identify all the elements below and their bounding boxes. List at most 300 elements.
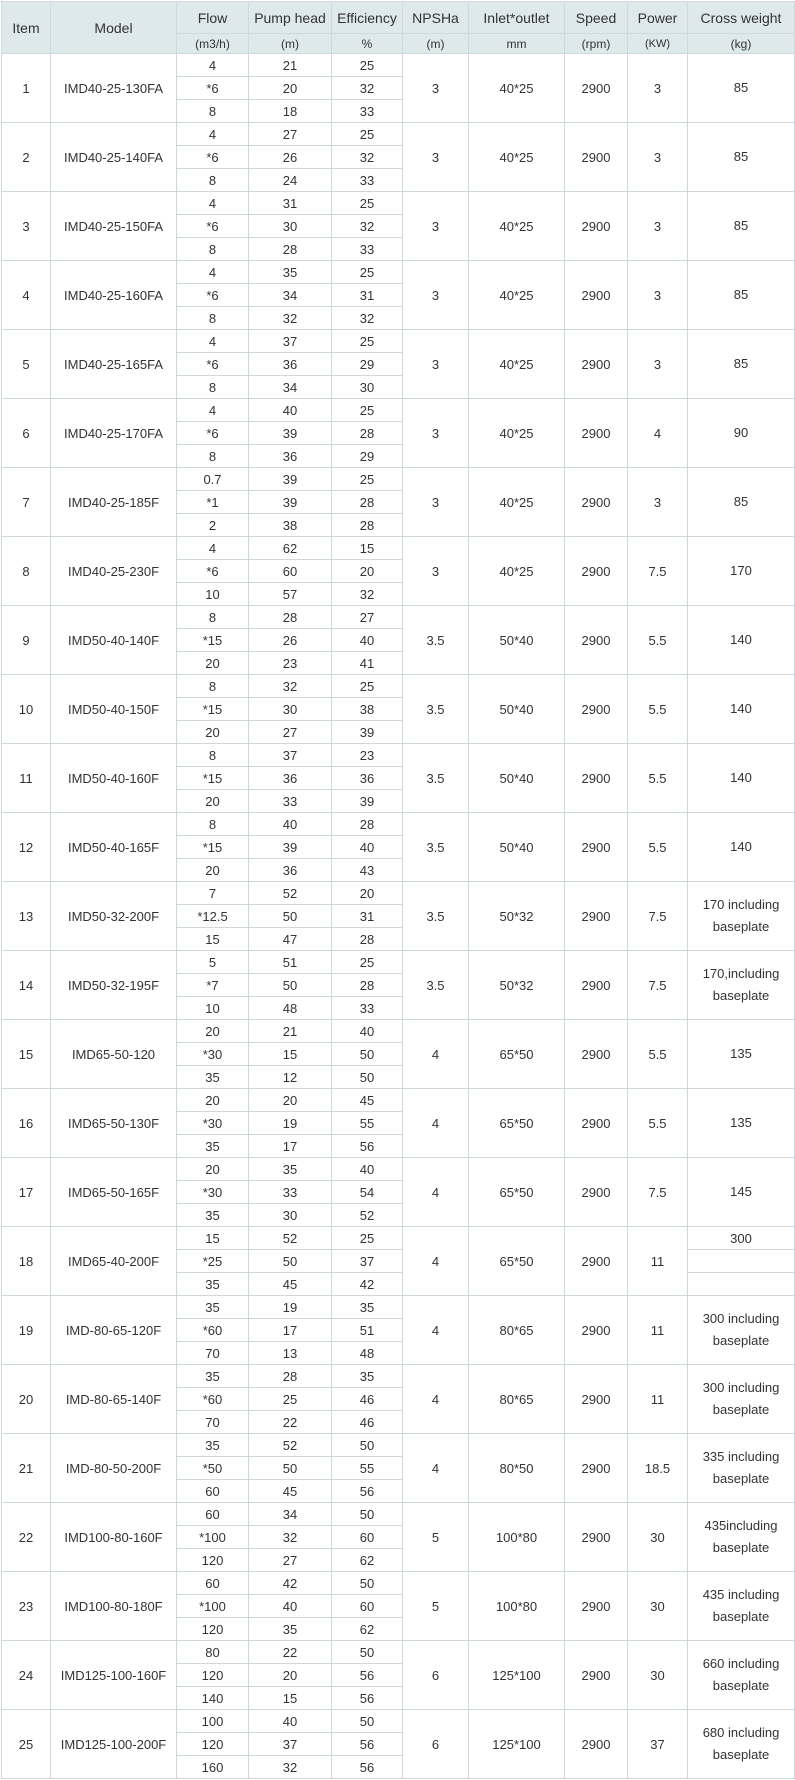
npsha-cell: 3.5 (403, 606, 469, 675)
table-row (2, 1158, 795, 1181)
model-cell: IMD40-25-230F (51, 537, 177, 606)
speed-cell: 2900 (565, 1296, 628, 1365)
efficiency-cell: 25 (332, 330, 403, 353)
speed-cell: 2900 (565, 1434, 628, 1503)
flow-cell: 4 (177, 123, 249, 146)
efficiency-cell: 32 (332, 215, 403, 238)
header-power-label: Power (637, 9, 678, 26)
head-cell: 37 (249, 330, 332, 353)
flow-cell: *15 (177, 767, 249, 790)
model-cell: IMD-80-50-200F (51, 1434, 177, 1503)
inlet-outlet-cell: 40*25 (469, 54, 565, 123)
weight-cell: 435 including baseplate (688, 1572, 795, 1641)
npsha-cell: 3.5 (403, 882, 469, 951)
npsha-cell: 4 (403, 1089, 469, 1158)
inlet-outlet-cell: 50*32 (469, 882, 565, 951)
flow-cell: 120 (177, 1664, 249, 1687)
flow-cell: 60 (177, 1503, 249, 1526)
npsha-cell: 3 (403, 399, 469, 468)
flow-cell: *6 (177, 215, 249, 238)
item-cell: 5 (2, 330, 51, 399)
speed-cell: 2900 (565, 744, 628, 813)
flow-cell: *6 (177, 353, 249, 376)
flow-cell: 7 (177, 882, 249, 905)
head-cell: 15 (249, 1687, 332, 1710)
efficiency-cell: 40 (332, 836, 403, 859)
efficiency-cell: 20 (332, 560, 403, 583)
item-cell: 2 (2, 123, 51, 192)
power-cell: 5.5 (628, 813, 688, 882)
header-efficiency: Efficiency (332, 2, 403, 34)
speed-cell: 2900 (565, 54, 628, 123)
efficiency-cell: 31 (332, 284, 403, 307)
flow-cell: 8 (177, 100, 249, 123)
efficiency-cell: 42 (332, 1273, 403, 1296)
inlet-outlet-cell: 50*40 (469, 606, 565, 675)
model-cell: IMD40-25-165FA (51, 330, 177, 399)
npsha-cell: 6 (403, 1710, 469, 1779)
head-cell: 50 (249, 1457, 332, 1480)
npsha-cell: 4 (403, 1434, 469, 1503)
head-cell: 50 (249, 905, 332, 928)
model-cell: IMD100-80-160F (51, 1503, 177, 1572)
inlet-outlet-cell: 125*100 (469, 1710, 565, 1779)
power-cell: 5.5 (628, 606, 688, 675)
head-cell: 20 (249, 1664, 332, 1687)
power-cell: 18.5 (628, 1434, 688, 1503)
efficiency-cell: 50 (332, 1503, 403, 1526)
head-cell: 22 (249, 1641, 332, 1664)
inlet-outlet-cell: 80*65 (469, 1365, 565, 1434)
head-cell: 28 (249, 606, 332, 629)
efficiency-cell: 32 (332, 77, 403, 100)
efficiency-cell: 25 (332, 399, 403, 422)
npsha-cell: 3.5 (403, 675, 469, 744)
inlet-outlet-cell: 125*100 (469, 1641, 565, 1710)
power-cell: 3 (628, 123, 688, 192)
weight-cell: 140 (688, 813, 795, 882)
power-cell: 37 (628, 1710, 688, 1779)
efficiency-cell: 50 (332, 1641, 403, 1664)
efficiency-cell: 29 (332, 445, 403, 468)
flow-cell: *6 (177, 146, 249, 169)
efficiency-cell: 46 (332, 1411, 403, 1434)
head-cell: 35 (249, 1618, 332, 1641)
inlet-outlet-cell: 50*40 (469, 744, 565, 813)
unit-efficiency: % (332, 34, 403, 54)
head-cell: 30 (249, 215, 332, 238)
flow-cell: *30 (177, 1043, 249, 1066)
head-cell: 24 (249, 169, 332, 192)
head-cell: 33 (249, 790, 332, 813)
efficiency-cell: 25 (332, 1227, 403, 1250)
flow-cell: *60 (177, 1319, 249, 1342)
flow-cell: *30 (177, 1112, 249, 1135)
unit-npsha: (m) (403, 34, 469, 54)
head-cell: 36 (249, 767, 332, 790)
table-row (2, 1503, 795, 1526)
npsha-cell: 3 (403, 192, 469, 261)
item-cell: 20 (2, 1365, 51, 1434)
npsha-cell: 5 (403, 1503, 469, 1572)
header-flow: Flow (177, 2, 249, 34)
efficiency-cell: 32 (332, 583, 403, 606)
flow-cell: 8 (177, 813, 249, 836)
flow-cell: 20 (177, 652, 249, 675)
speed-cell: 2900 (565, 1020, 628, 1089)
speed-cell: 2900 (565, 261, 628, 330)
flow-cell: 20 (177, 1089, 249, 1112)
efficiency-cell: 56 (332, 1135, 403, 1158)
speed-cell: 2900 (565, 951, 628, 1020)
item-cell: 21 (2, 1434, 51, 1503)
efficiency-cell: 43 (332, 859, 403, 882)
power-cell: 3 (628, 192, 688, 261)
head-cell: 40 (249, 813, 332, 836)
model-cell: IMD50-32-195F (51, 951, 177, 1020)
efficiency-cell: 55 (332, 1457, 403, 1480)
flow-cell: 15 (177, 1227, 249, 1250)
head-cell: 37 (249, 1733, 332, 1756)
flow-cell: 70 (177, 1342, 249, 1365)
weight-cell: 85 (688, 192, 795, 261)
head-cell: 57 (249, 583, 332, 606)
efficiency-cell: 55 (332, 1112, 403, 1135)
weight-cell: 90 (688, 399, 795, 468)
efficiency-cell: 28 (332, 514, 403, 537)
item-cell: 9 (2, 606, 51, 675)
npsha-cell: 3 (403, 123, 469, 192)
power-cell: 7.5 (628, 537, 688, 606)
model-cell: IMD100-80-180F (51, 1572, 177, 1641)
table-row (2, 1089, 795, 1112)
head-cell: 32 (249, 1756, 332, 1779)
header-item: Item (2, 2, 51, 54)
efficiency-cell: 23 (332, 744, 403, 767)
npsha-cell: 4 (403, 1227, 469, 1296)
header-model: Model (51, 2, 177, 54)
model-cell: IMD50-32-200F (51, 882, 177, 951)
head-cell: 27 (249, 721, 332, 744)
efficiency-cell: 54 (332, 1181, 403, 1204)
head-cell: 27 (249, 123, 332, 146)
flow-cell: 8 (177, 675, 249, 698)
speed-cell: 2900 (565, 537, 628, 606)
inlet-outlet-cell: 40*25 (469, 399, 565, 468)
inlet-outlet-cell: 40*25 (469, 123, 565, 192)
flow-cell: 20 (177, 1020, 249, 1043)
head-cell: 51 (249, 951, 332, 974)
flow-cell: *6 (177, 422, 249, 445)
efficiency-cell: 25 (332, 54, 403, 77)
npsha-cell: 3.5 (403, 951, 469, 1020)
efficiency-cell: 56 (332, 1664, 403, 1687)
flow-cell: 4 (177, 192, 249, 215)
flow-cell: 35 (177, 1273, 249, 1296)
weight-cell: 300 including baseplate (688, 1296, 795, 1365)
table-row (2, 675, 795, 698)
efficiency-cell: 25 (332, 192, 403, 215)
inlet-outlet-cell: 40*25 (469, 537, 565, 606)
npsha-cell: 6 (403, 1641, 469, 1710)
table-row (2, 1296, 795, 1319)
efficiency-cell: 50 (332, 1434, 403, 1457)
efficiency-cell: 51 (332, 1319, 403, 1342)
speed-cell: 2900 (565, 330, 628, 399)
inlet-outlet-cell: 65*50 (469, 1158, 565, 1227)
flow-cell: 35 (177, 1066, 249, 1089)
flow-cell: *12.5 (177, 905, 249, 928)
model-cell: IMD65-40-200F (51, 1227, 177, 1296)
table-row (2, 192, 795, 215)
flow-cell: 8 (177, 169, 249, 192)
weight-cell: 170 (688, 537, 795, 606)
item-cell: 4 (2, 261, 51, 330)
flow-cell: 4 (177, 54, 249, 77)
head-cell: 37 (249, 744, 332, 767)
flow-cell: 35 (177, 1434, 249, 1457)
efficiency-cell: 37 (332, 1250, 403, 1273)
header-head: Pump head (249, 2, 332, 34)
power-cell: 30 (628, 1503, 688, 1572)
inlet-outlet-cell: 40*25 (469, 261, 565, 330)
table-row (2, 1641, 795, 1664)
flow-cell: 2 (177, 514, 249, 537)
head-cell: 26 (249, 146, 332, 169)
head-cell: 23 (249, 652, 332, 675)
power-cell: 5.5 (628, 675, 688, 744)
table-row (2, 330, 795, 353)
head-cell: 34 (249, 376, 332, 399)
table-row (2, 1365, 795, 1388)
head-cell: 40 (249, 1595, 332, 1618)
power-cell: 11 (628, 1227, 688, 1296)
head-cell: 30 (249, 698, 332, 721)
efficiency-cell: 62 (332, 1618, 403, 1641)
flow-cell: *50 (177, 1457, 249, 1480)
header-power (628, 2, 688, 34)
model-cell: IMD65-50-165F (51, 1158, 177, 1227)
flow-cell: *1 (177, 491, 249, 514)
header-npsha: NPSHa (403, 2, 469, 34)
speed-cell: 2900 (565, 1158, 628, 1227)
flow-cell: 70 (177, 1411, 249, 1434)
weight-cell: 85 (688, 468, 795, 537)
table-row (2, 537, 795, 560)
model-cell: IMD-80-65-140F (51, 1365, 177, 1434)
efficiency-cell: 39 (332, 790, 403, 813)
speed-cell: 2900 (565, 399, 628, 468)
flow-cell: 10 (177, 997, 249, 1020)
efficiency-cell: 35 (332, 1365, 403, 1388)
head-cell: 25 (249, 1388, 332, 1411)
efficiency-cell: 60 (332, 1526, 403, 1549)
power-cell: 7.5 (628, 882, 688, 951)
efficiency-cell: 35 (332, 1296, 403, 1319)
power-cell: 5.5 (628, 1020, 688, 1089)
speed-cell: 2900 (565, 123, 628, 192)
flow-cell: 60 (177, 1480, 249, 1503)
model-cell: IMD50-40-165F (51, 813, 177, 882)
efficiency-cell: 50 (332, 1710, 403, 1733)
header-inlet-outlet: Inlet*outlet (469, 2, 565, 34)
table-row (2, 882, 795, 905)
weight-cell: 85 (688, 123, 795, 192)
inlet-outlet-cell: 80*65 (469, 1296, 565, 1365)
head-cell: 52 (249, 1227, 332, 1250)
speed-cell: 2900 (565, 1710, 628, 1779)
model-cell: IMD40-25-130FA (51, 54, 177, 123)
flow-cell: 35 (177, 1296, 249, 1319)
flow-cell: 80 (177, 1641, 249, 1664)
efficiency-cell: 25 (332, 123, 403, 146)
efficiency-cell: 40 (332, 1158, 403, 1181)
efficiency-cell: 50 (332, 1066, 403, 1089)
inlet-outlet-cell: 40*25 (469, 192, 565, 261)
head-cell: 34 (249, 1503, 332, 1526)
model-cell: IMD50-40-160F (51, 744, 177, 813)
efficiency-cell: 36 (332, 767, 403, 790)
model-cell: IMD65-50-120 (51, 1020, 177, 1089)
efficiency-cell: 50 (332, 1043, 403, 1066)
flow-cell: *6 (177, 284, 249, 307)
head-cell: 19 (249, 1112, 332, 1135)
flow-cell: 20 (177, 859, 249, 882)
table-row (2, 1572, 795, 1595)
flow-cell: 60 (177, 1572, 249, 1595)
table-header (2, 2, 795, 54)
flow-cell: 20 (177, 790, 249, 813)
head-cell: 19 (249, 1296, 332, 1319)
flow-cell: 100 (177, 1710, 249, 1733)
head-cell: 26 (249, 629, 332, 652)
speed-cell: 2900 (565, 1503, 628, 1572)
flow-cell: 4 (177, 399, 249, 422)
flow-cell: *15 (177, 698, 249, 721)
power-cell: 7.5 (628, 951, 688, 1020)
item-cell: 18 (2, 1227, 51, 1296)
speed-cell: 2900 (565, 1641, 628, 1710)
table-row (2, 606, 795, 629)
item-cell: 22 (2, 1503, 51, 1572)
efficiency-cell: 60 (332, 1595, 403, 1618)
item-cell: 24 (2, 1641, 51, 1710)
flow-cell: *7 (177, 974, 249, 997)
flow-cell: 20 (177, 721, 249, 744)
inlet-outlet-cell: 80*50 (469, 1434, 565, 1503)
head-cell: 31 (249, 192, 332, 215)
head-cell: 40 (249, 1710, 332, 1733)
weight-cell: 300 including baseplate (688, 1365, 795, 1434)
weight-cell: 145 (688, 1158, 795, 1227)
table-row (2, 261, 795, 284)
item-cell: 13 (2, 882, 51, 951)
flow-cell: *60 (177, 1388, 249, 1411)
power-cell: 3 (628, 54, 688, 123)
weight-cell: 335 including baseplate (688, 1434, 795, 1503)
head-cell: 42 (249, 1572, 332, 1595)
flow-cell: *6 (177, 77, 249, 100)
unit-weight: (kg) (688, 34, 795, 54)
model-cell: IMD50-40-140F (51, 606, 177, 675)
head-cell: 50 (249, 1250, 332, 1273)
table-row (2, 123, 795, 146)
head-cell: 48 (249, 997, 332, 1020)
head-cell: 39 (249, 491, 332, 514)
power-cell: 4 (628, 399, 688, 468)
flow-cell: 10 (177, 583, 249, 606)
flow-cell: 8 (177, 606, 249, 629)
npsha-cell: 5 (403, 1572, 469, 1641)
model-cell: IMD50-40-150F (51, 675, 177, 744)
power-cell: 5.5 (628, 1089, 688, 1158)
head-cell: 17 (249, 1135, 332, 1158)
efficiency-cell: 28 (332, 974, 403, 997)
efficiency-cell: 30 (332, 376, 403, 399)
npsha-cell: 3.5 (403, 744, 469, 813)
efficiency-cell: 56 (332, 1733, 403, 1756)
head-cell: 40 (249, 399, 332, 422)
weight-cell: 85 (688, 330, 795, 399)
efficiency-cell: 62 (332, 1549, 403, 1572)
weight-cell: 85 (688, 54, 795, 123)
flow-cell: 35 (177, 1135, 249, 1158)
head-cell: 32 (249, 675, 332, 698)
head-cell: 32 (249, 307, 332, 330)
inlet-outlet-cell: 65*50 (469, 1227, 565, 1296)
efficiency-cell: 32 (332, 307, 403, 330)
unit-power: (KW) (628, 34, 688, 54)
weight-cell: 170 including baseplate (688, 882, 795, 951)
head-cell: 45 (249, 1480, 332, 1503)
flow-cell: *25 (177, 1250, 249, 1273)
unit-flow: (m3/h) (177, 34, 249, 54)
head-cell: 36 (249, 353, 332, 376)
head-cell: 34 (249, 284, 332, 307)
head-cell: 15 (249, 1043, 332, 1066)
table-body (2, 54, 795, 1779)
model-cell: IMD65-50-130F (51, 1089, 177, 1158)
speed-cell: 2900 (565, 468, 628, 537)
inlet-outlet-cell: 65*50 (469, 1089, 565, 1158)
item-cell: 14 (2, 951, 51, 1020)
flow-cell: 15 (177, 928, 249, 951)
npsha-cell: 3 (403, 261, 469, 330)
head-cell: 13 (249, 1342, 332, 1365)
inlet-outlet-cell: 50*40 (469, 675, 565, 744)
flow-cell: 35 (177, 1365, 249, 1388)
head-cell: 39 (249, 836, 332, 859)
head-cell: 22 (249, 1411, 332, 1434)
efficiency-cell: 40 (332, 1020, 403, 1043)
head-cell: 47 (249, 928, 332, 951)
weight-cell: 140 (688, 606, 795, 675)
head-cell: 52 (249, 882, 332, 905)
weight-cell: 435including baseplate (688, 1503, 795, 1572)
efficiency-cell: 33 (332, 997, 403, 1020)
item-cell: 8 (2, 537, 51, 606)
header-speed: Speed (565, 2, 628, 34)
efficiency-cell: 56 (332, 1756, 403, 1779)
efficiency-cell: 45 (332, 1089, 403, 1112)
flow-cell: 0.7 (177, 468, 249, 491)
flow-cell: 120 (177, 1618, 249, 1641)
model-cell: IMD40-25-185F (51, 468, 177, 537)
weight-cell: 300 (688, 1227, 795, 1250)
weight-cell: 140 (688, 744, 795, 813)
flow-cell: 20 (177, 1158, 249, 1181)
item-cell: 10 (2, 675, 51, 744)
